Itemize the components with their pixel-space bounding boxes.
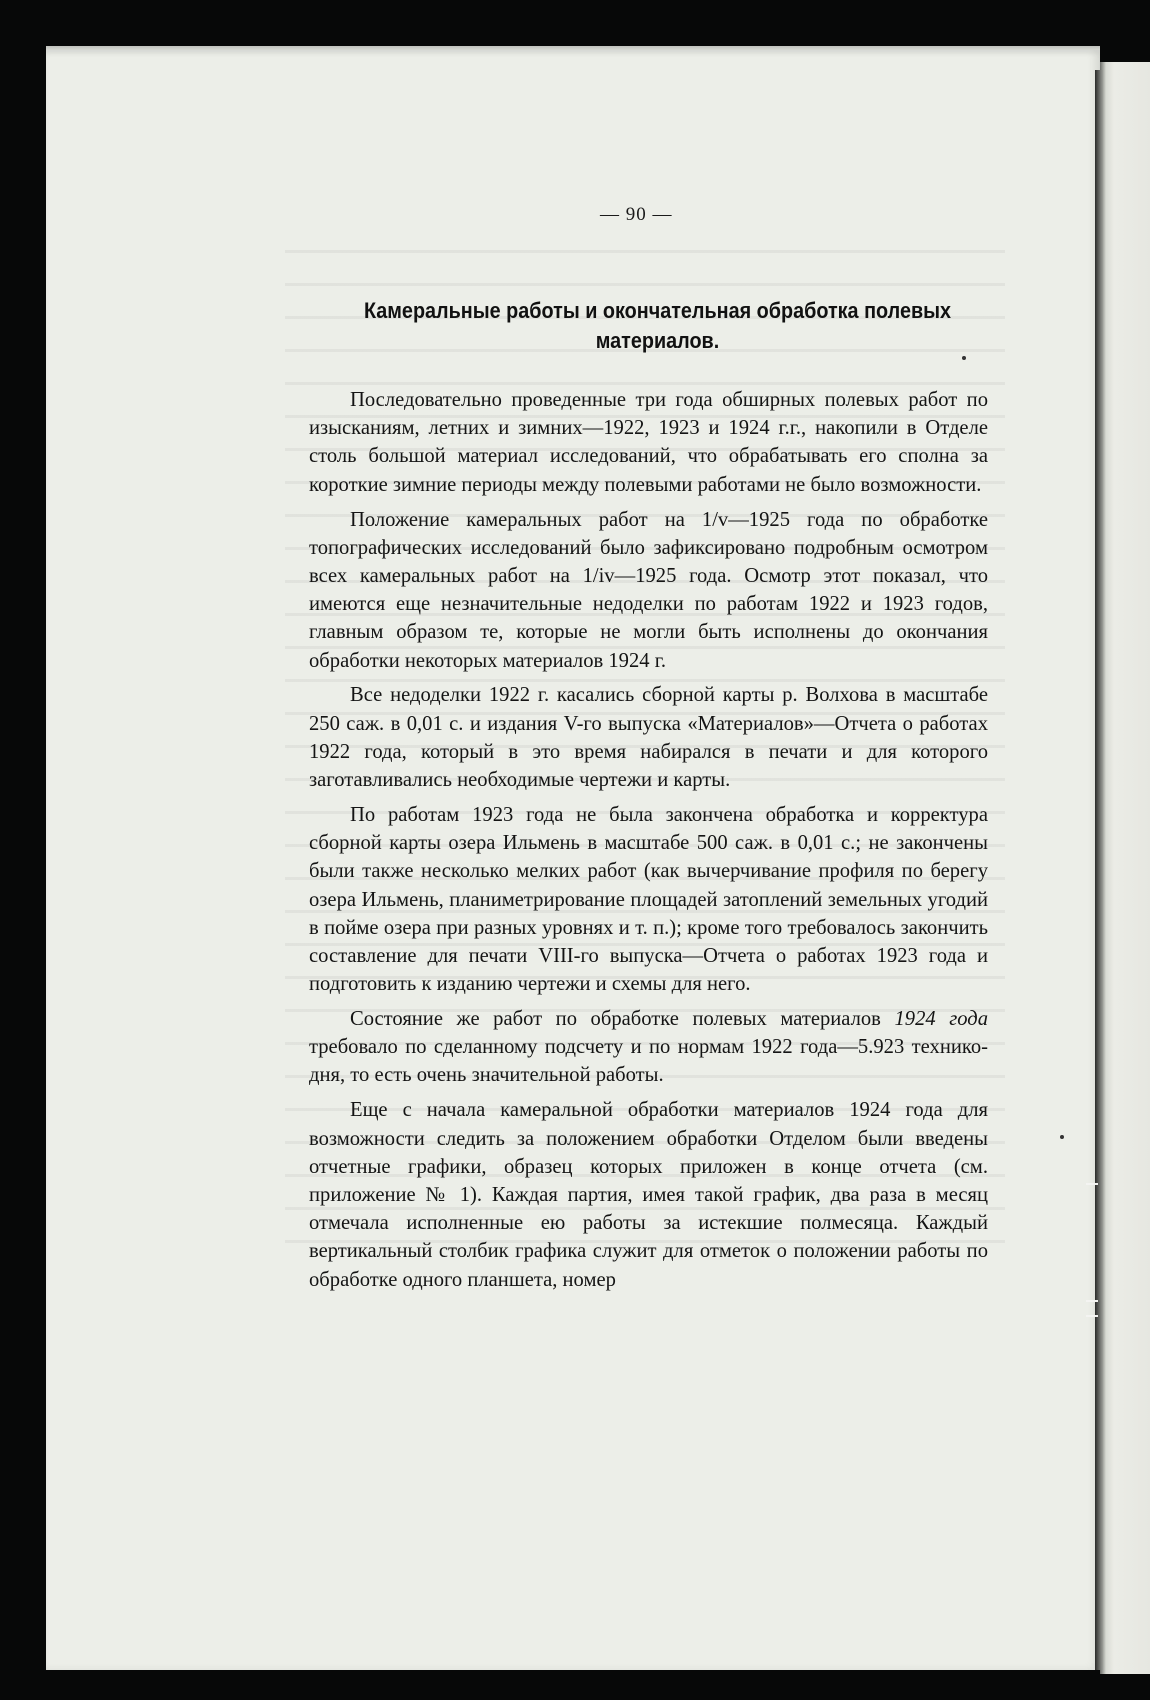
paragraph: Последовательно проведенные три года обширных полевых работ по изысканиям, летних и зимних—1922, 1923 и 1924 г.г., накопили в Отделе столь большой материал исследований, что обрабатывать его сполна за короткие зимние периоды между полевыми работами не было возможности. bbox=[309, 389, 988, 496]
adjacent-page-edge bbox=[1100, 62, 1150, 1674]
paragraph-text: Состояние же работ по обработке полевых материалов bbox=[350, 1008, 895, 1031]
binding-thread bbox=[1086, 1300, 1098, 1302]
paragraph: Положение камеральных работ на 1/v—1925 года по обработке топографических исследований было зафиксировано подробным осмотром всех камеральных работ на 1/iv—1925 года. Осмотр этот показал, что имеются еще незначительные недоделки по работам 1922 и 1923 годов, главным образом те, которые не могли быть исполнены до окончания обработки некоторых материалов 1924 г. bbox=[309, 508, 988, 672]
ink-speck bbox=[962, 356, 966, 360]
paragraph bbox=[309, 1005, 988, 1090]
page-gutter-shadow bbox=[1095, 70, 1103, 1670]
paragraph-text: требовало по сделанному подсчету и по нормам 1922 года—5.923 технико-дня, то есть очень значительной работы. bbox=[309, 1036, 988, 1087]
paragraph: По работам 1923 года не была закончена обработка и корректура сборной карты озера Ильмень в масштабе 500 саж. в 0,01 с.; не закончены были также несколько мелких работ (как вычерчивание профиля по берегу озера Ильмень, планиметрирование площадей затоплений земельных угодий в пойме озера при разных уровнях и т. п.); кроме того требовалось закончить составление для печати VIII-го выпуска—Отчета о работах 1923 года и подготовить к изданию чертежи и схемы для него. bbox=[309, 803, 988, 996]
binding-thread bbox=[1086, 1315, 1098, 1317]
ink-speck bbox=[1060, 1135, 1064, 1139]
page-number: — 90 — bbox=[600, 204, 673, 225]
binding-thread bbox=[1086, 1183, 1098, 1185]
section-heading: Камеральные работы и окончательная обработка полевых материалов. bbox=[363, 298, 952, 353]
paragraph: Все недоделки 1922 г. касались сборной карты р. Волхова в масштабе 250 саж. в 0,01 с. и издания V-го выпуска «Материалов»—Отчета о работах 1922 года, который в это время набирался в печати и для которого заготавливались необходимые чертежи и карты. bbox=[309, 684, 988, 792]
body-text bbox=[309, 386, 988, 1300]
emphasized-year: 1924 года bbox=[894, 1008, 988, 1031]
paragraph: Еще с начала камеральной обработки материалов 1924 года для возможности следить за положением обработки Отделом были введены отчетные графики, образец которых приложен в конце отчета (см. приложение № 1). Каждая партия, имея такой график, два раза в месяц отмечала исполненные ею работы за истекшие полмесяца. Каждый вертикальный столбик графика служит для отметок о положении работы по обработке одного планшета, номер bbox=[309, 1099, 988, 1291]
